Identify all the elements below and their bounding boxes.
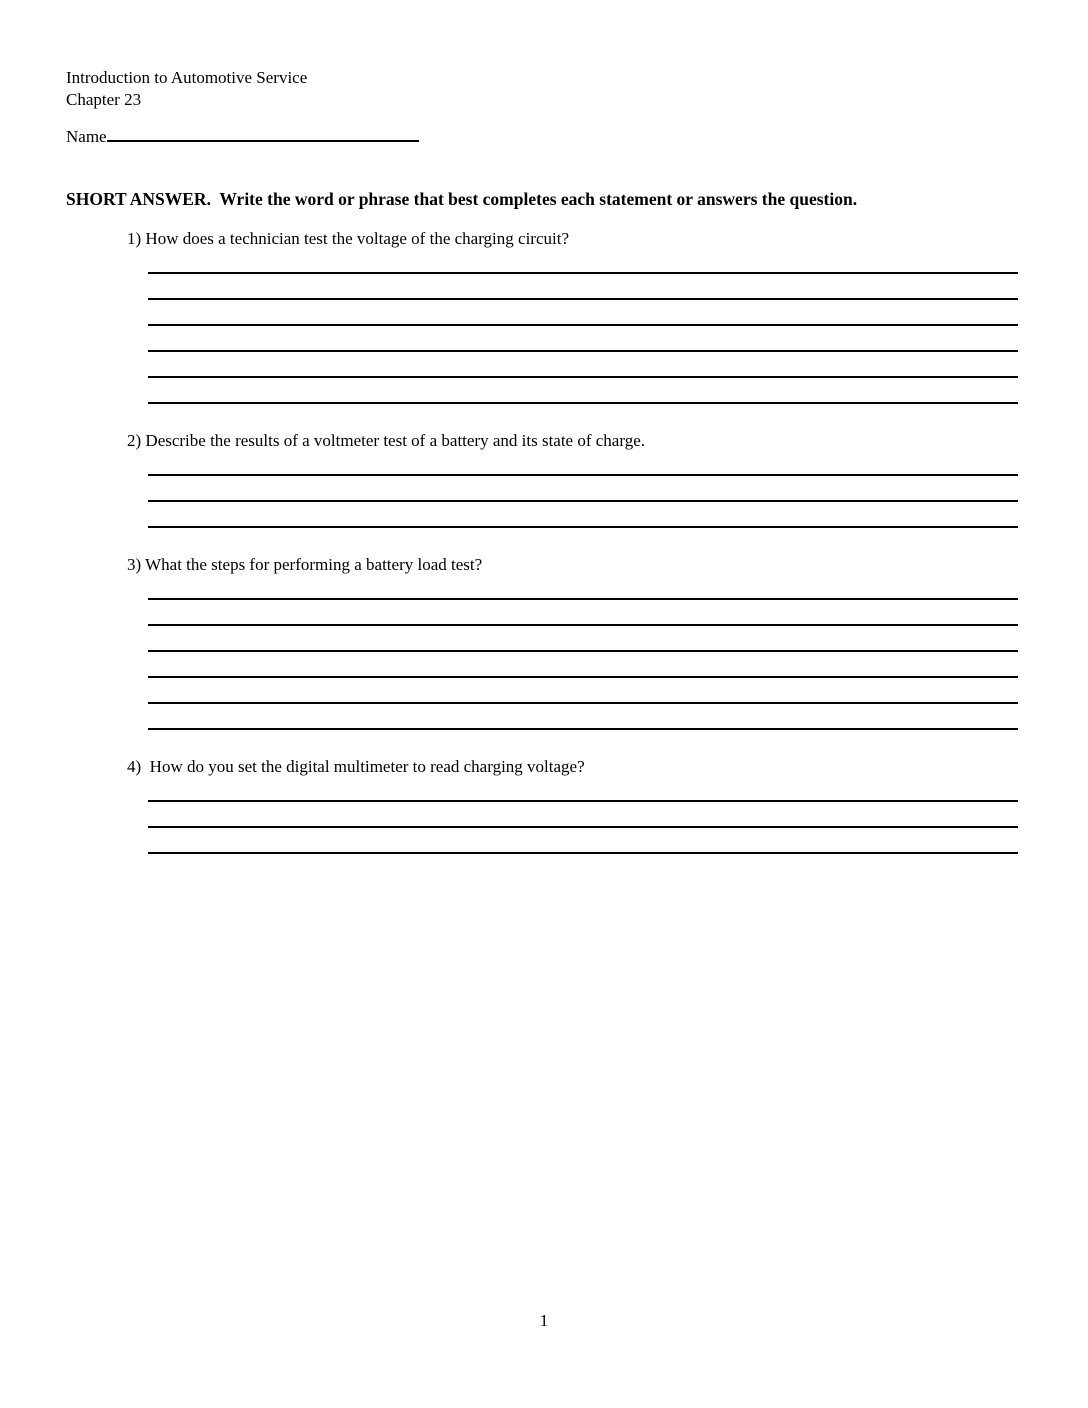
answer-line[interactable] (148, 476, 1018, 502)
answer-lines-group (148, 248, 1018, 404)
answer-line[interactable] (148, 352, 1018, 378)
questions-list (66, 228, 1020, 854)
question-text: 1) How does a technician test the voltage of the charging circuit? (127, 229, 569, 248)
answer-lines-group (148, 450, 1018, 528)
answer-line[interactable] (148, 274, 1018, 300)
page-number: 1 (539, 1311, 549, 1330)
question-text: 2) Describe the results of a voltmeter test of a battery and its state of charge. (127, 431, 646, 450)
question-block (66, 430, 1020, 528)
course-title: Introduction to Automotive Service (66, 68, 308, 87)
question-text: 4) How do you set the digital multimeter to read charging voltage? (127, 757, 585, 776)
chapter-title: Chapter 23 (66, 90, 142, 109)
answer-line[interactable] (148, 574, 1018, 600)
answer-line[interactable] (148, 600, 1018, 626)
section-heading: SHORT ANSWER. Write the word or phrase that best completes each statement or answers the question. (66, 189, 858, 209)
question-block (66, 228, 1020, 404)
answer-line[interactable] (148, 678, 1018, 704)
question-block (66, 756, 1020, 854)
name-label: Name (66, 127, 107, 146)
answer-line[interactable] (148, 802, 1018, 828)
answer-line[interactable] (148, 626, 1018, 652)
answer-line[interactable] (148, 502, 1018, 528)
document-header (66, 67, 1020, 111)
answer-line[interactable] (148, 300, 1018, 326)
answer-line[interactable] (148, 378, 1018, 404)
answer-line[interactable] (148, 776, 1018, 802)
answer-line[interactable] (148, 828, 1018, 854)
name-input-line[interactable] (107, 126, 419, 142)
answer-line[interactable] (148, 652, 1018, 678)
answer-lines-group (148, 574, 1018, 730)
answer-line[interactable] (148, 248, 1018, 274)
question-block (66, 554, 1020, 730)
question-text: 3) What the steps for performing a battery load test? (127, 555, 483, 574)
answer-lines-group (148, 776, 1018, 854)
name-row (66, 126, 1020, 148)
answer-line[interactable] (148, 450, 1018, 476)
answer-line[interactable] (148, 326, 1018, 352)
answer-line[interactable] (148, 704, 1018, 730)
